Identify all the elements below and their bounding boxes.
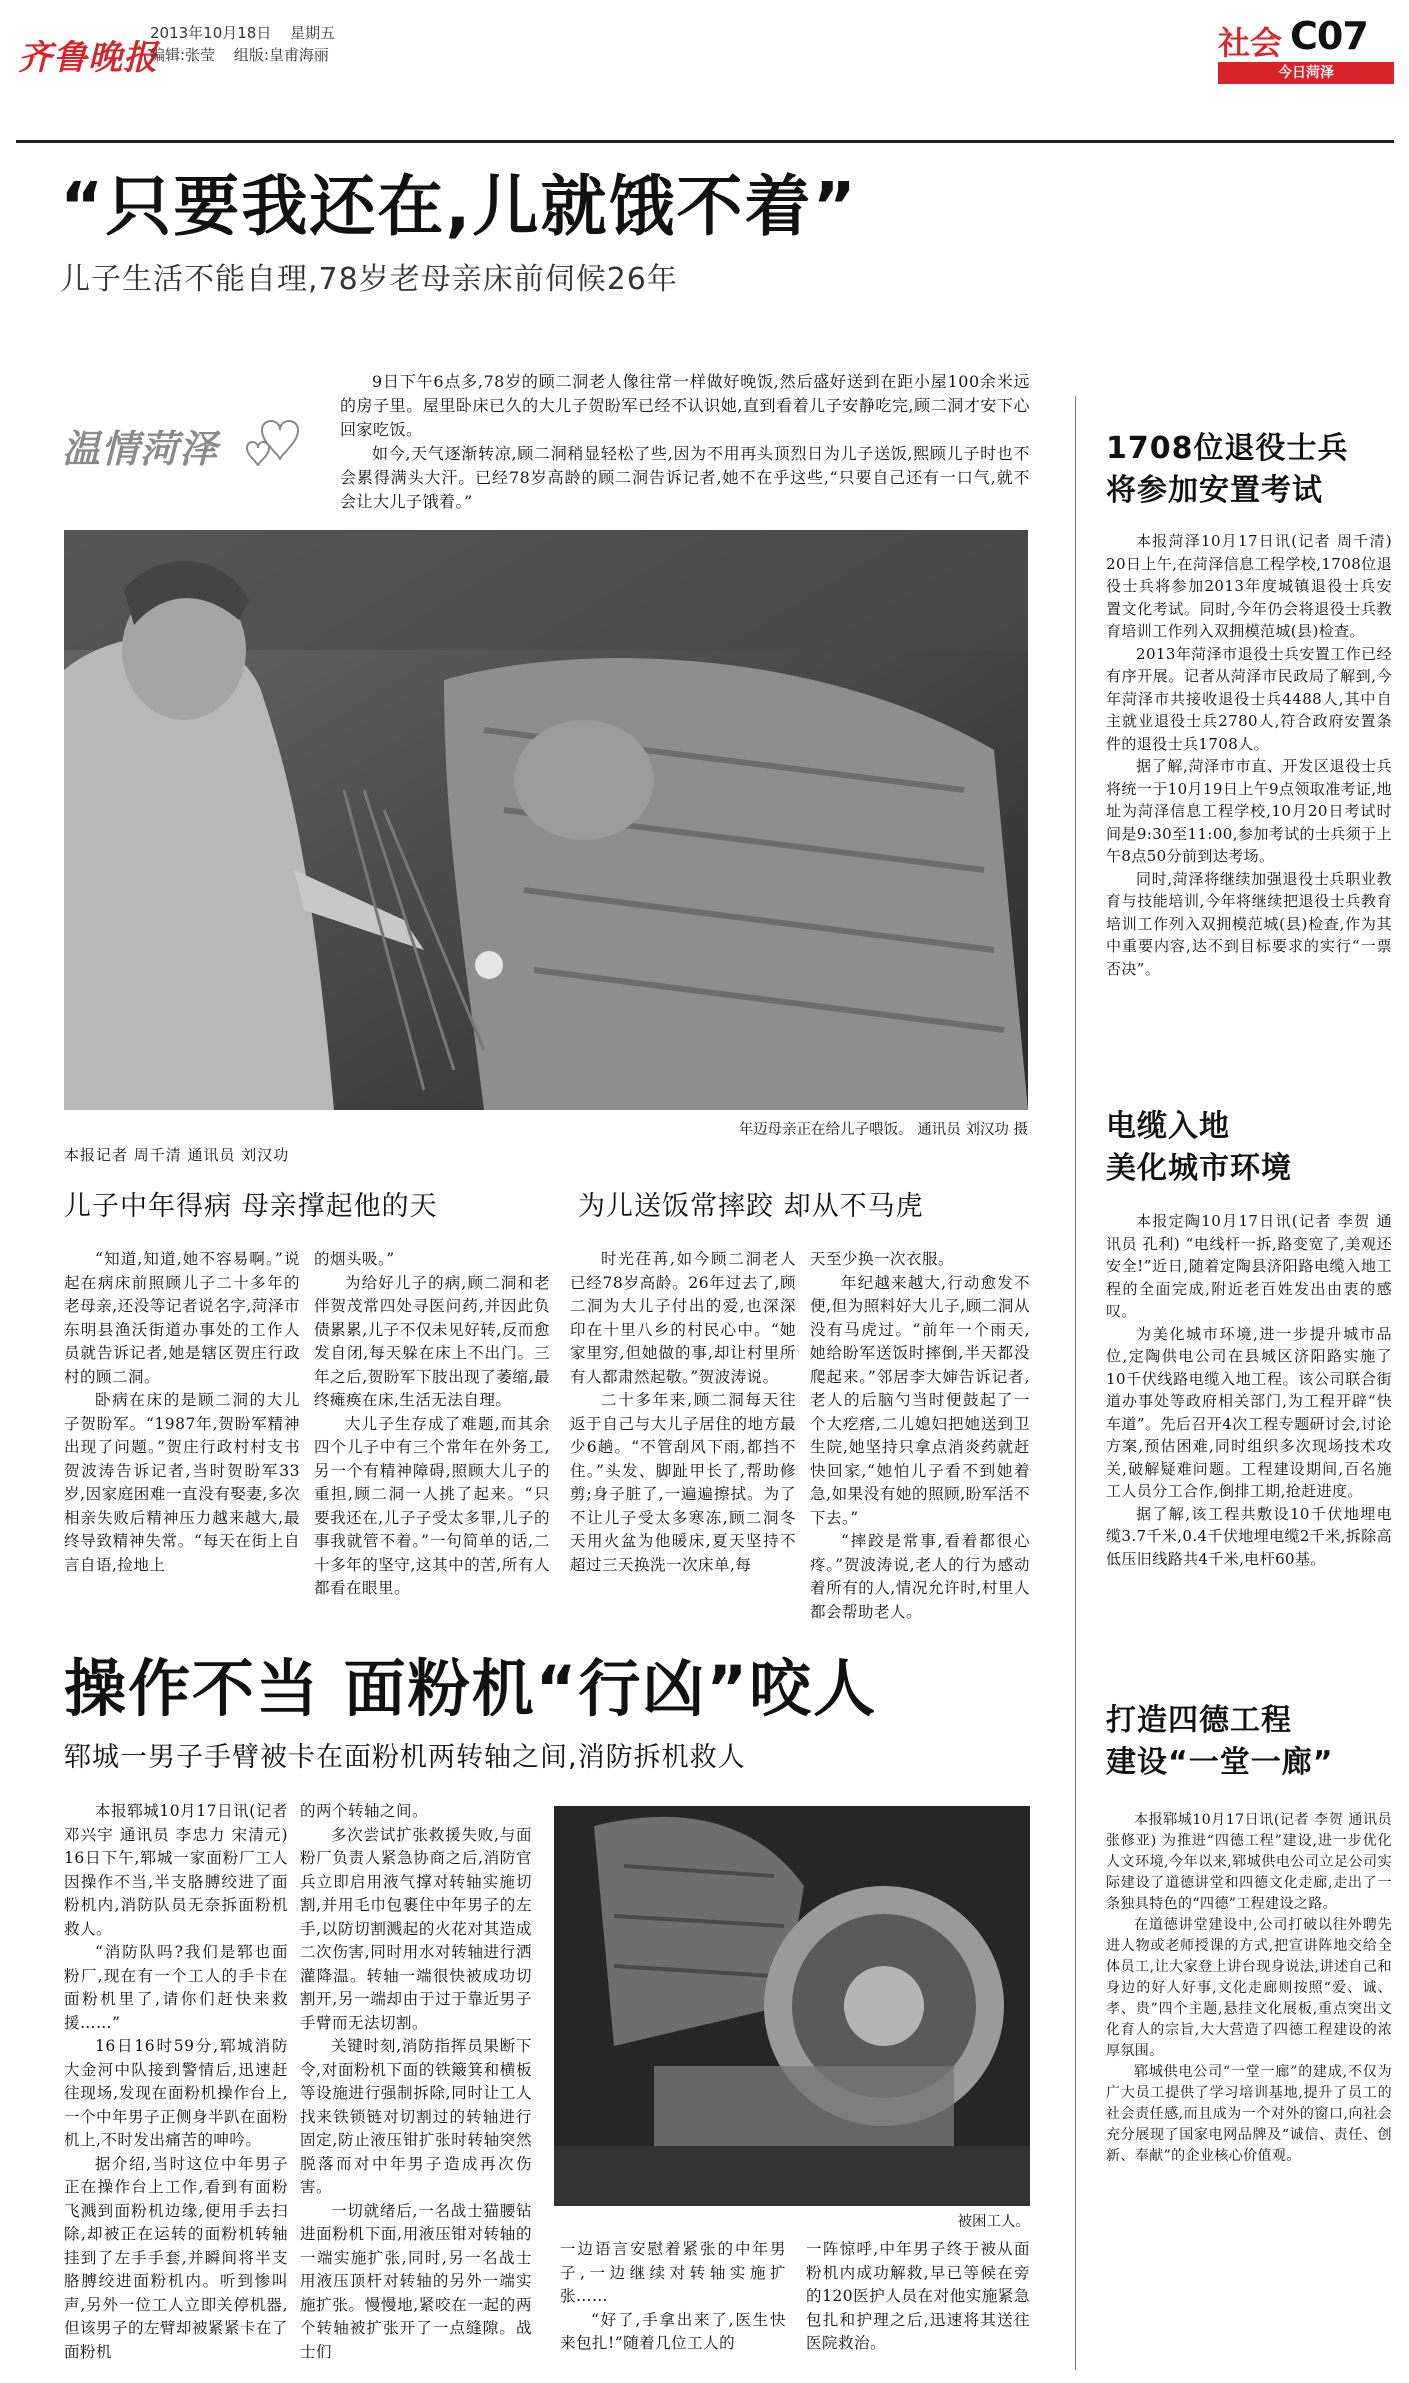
issue-date [150,22,335,43]
staff-credits [150,44,329,65]
body-paragraph: 的两个转轴之间。 [300,1802,429,1820]
sidebar-article-four-virtues [1106,1810,1392,2167]
sidebar-headline-veterans [1106,428,1396,512]
body-paragraph: “知道,知道,她不容易啊。”说起在病床前照顾儿子二十多年的老母亲,还没等记者说名字,菏泽市东明县渔沃街道办事处的工作人员就告诉记者,她是辖区贺庄行政村的顾二洞。 [64,1250,300,1386]
main-headline: “只要我还在,儿就饿不着” [60,168,858,245]
body-paragraph: 据了解,菏泽市市直、开发区退役士兵将统一于10月19日上午9点领取准考证,地址为菏泽信息工程学校,10月20日考试时间是9:30至11:00,参加考试的士兵须于上午8点50分前到达考场。 [1106,757,1392,865]
headline-line: 1708位退役士兵 [1106,431,1349,466]
main-body-column-4 [810,1248,1030,1624]
masthead [0,0,1409,140]
body-paragraph: 本报郓城10月17日讯(记者 邓兴宇 通讯员 李忠力 宋清元) 16日下午,郓城一家面粉厂工人因操作不当,半支胳膊绞进了面粉机内,消防队员无奈拆面粉机救人。 [64,1802,288,1938]
weekday-text: 星期五 [290,24,336,42]
machine-illustration [554,1806,1030,2206]
main-subheadline: 儿子生活不能自理,78岁老母亲床前伺候26年 [60,262,678,297]
main-body-column-2 [314,1248,550,1601]
mother-feeding-son-photo [64,530,1028,1110]
body-paragraph: 同时,菏泽将继续加强退役士兵职业教育与技能培训,今年将继续把退役士兵教育培训工作列入双拥模范城(县)检查,作为其中重要内容,达不到目标要求的实行“一票否决”。 [1106,869,1392,978]
second-body-column-1 [64,1800,288,2364]
layout-credit: 组版:皇甫海丽 [233,46,329,64]
column-badge [62,410,302,474]
second-subheadline: 郓城一男子手臂被卡在面粉机两转轴之间,消防拆机救人 [64,1742,746,1773]
headline-line: 打造四德工程 [1106,1703,1292,1738]
subhead-mother-support: 儿子中年得病 母亲撑起他的天 [64,1191,438,1222]
body-paragraph: 一边语言安慰着紧张的中年男子,一边继续对转轴实施扩张…… [560,2240,786,2305]
main-body-column-3 [570,1248,796,1577]
sidebar-headline-cables [1106,1106,1396,1190]
main-lead [340,370,1030,514]
body-paragraph: 本报菏泽10月17日讯(记者 周千清) 20日上午,在菏泽信息工程学校,1708位退役士兵将参加2013年度城镇退役士兵安置文化考试。同时,今年仍会将退役士兵教育培训工作列入双拥模范城(县)检查。 [1106,532,1392,640]
body-paragraph: 多次尝试扩张救援失败,与面粉厂负责人紧急协商之后,消防官兵立即启用液气撑对转轴实施切割,并用毛巾包裹住中年男子的左手,以防切割溅起的火花对其造成二次伤害,同时用水对转轴进行洒灌降温。转轴一端很快被成功切割开,另一端却由于过于靠近男子手臂而无法切割。 [300,1825,532,2032]
body-paragraph: 据介绍,当时这位中年男子正在操作台上工作,看到有面粉飞溅到面粉机边缘,便用手去扫除,却被正在运转的面粉机转轴挂到了左手手套,并瞬间将半支胳膊绞进面粉机内。听到惨叫声,另外一位工人立即关停机器,但该男子的左臂却被紧紧卡在了面粉机 [64,2154,289,2361]
headline-line: 美化城市环境 [1106,1151,1292,1186]
body-paragraph: 郓城供电公司“一堂一廊”的建成,不仅为广大员工提供了学习培训基地,提升了员工的社会责任感,而且成为一个对外的窗口,向社会充分展现了国家电网品牌及“诚信、责任、创新、奉献”的企业核心价值观。 [1106,2064,1392,2164]
body-paragraph: 大儿子生存成了难题,而其余四个儿子中有三个常年在外务工,另一个有精神障碍,照顾大儿子的重担,顾二洞一人挑了起来。“只要我还在,儿子子受太多罪,儿子的事我就管不着。”一句简单的话,二十多年的坚守,这其中的苦,所有人都看在眼里。 [314,1414,550,1597]
body-paragraph: 天至少换一次衣服。 [810,1250,955,1268]
second-headline: 操作不当 面粉机“行凶”咬人 [64,1652,878,1725]
body-paragraph: 据了解,该工程共敷设10千伏地埋电缆3.7千米,0.4千伏地埋电缆2千米,拆除高低压旧线路共4千米,电杆60基。 [1106,1504,1392,1568]
body-paragraph: 16日16时59分,郓城消防大金河中队接到警情后,迅速赶往现场,发现在面粉机操作台上,一个中年男子正侧身半趴在面粉机上,不时发出痛苦的呻吟。 [64,2037,289,2149]
body-paragraph: 本报定陶10月17日讯(记者 李贺 通讯员 孔利) “电线杆一拆,路变宽了,美观还安全!”近日,随着定陶县济阳路电缆入地工程的全面完成,附近老百姓发出由衷的感叹。 [1106,1212,1392,1320]
section-name: 社会 [1218,24,1283,62]
editor-credit: 编辑:张莹 [150,46,216,64]
machine-photo-caption: 被困工人。 [957,2214,1030,2230]
sidebar-article-veterans [1106,530,1392,980]
flour-machine-photo [554,1806,1030,2206]
edition-banner: 今日菏泽 [1218,62,1394,84]
headline-line: 建设“一堂一廊” [1106,1745,1334,1780]
body-paragraph: “好了,手拿出来了,医生快来包扎!”随着几位工人的 [560,2310,786,2352]
body-paragraph: 为美化城市环境,进一步提升城市品位,定陶供电公司在县城区济阳路实施了10千伏线路电缆入地工程。该公司联合街道办事处等政府相关部门,为工程开辟“快车道”。先后召开4次工程专题研讨会,讨论方案,预估困难,同时组织多次现场技术攻关,破解疑难问题。工程建设期间,百名施工人员分工合作,倒排工期,抢赶进度。 [1106,1324,1392,1500]
headline-line: 电缆入地 [1106,1109,1230,1144]
body-paragraph: 的烟头吸。” [314,1250,395,1268]
second-body-column-2 [300,1800,532,2364]
subhead-daily-meals: 为儿送饭常摔跤 却从不马虎 [578,1191,924,1222]
body-paragraph: “消防队吗?我们是郓也面粉厂,现在有一个工人的手卡在面粉机里了,请你们赶快来救援……” [64,1943,288,2032]
main-byline: 本报记者 周千清 通讯员 刘汉功 [64,1146,290,1164]
body-paragraph: 为给好儿子的病,顾二洞和老伴贺茂常四处寻医问药,并因此负债累累,儿子不仅未见好转,反而愈发自闭,每天躲在床上不出门。三年之后,贺盼军下肢出现了萎缩,最终瘫痪在床,生活无法自理。 [314,1273,550,1409]
body-paragraph: 时光荏苒,如今顾二洞老人已经78岁高龄。26年过去了,顾二洞为大儿子付出的爱,也深深印在十里八乡的村民心中。“她家里穷,但她做的事,却让村里所有人都肃然起敬。”贺波涛说。 [570,1250,796,1386]
page-number: C07 [1290,14,1368,58]
body-paragraph: 年纪越来越大,行动愈发不便,但为照料好大儿子,顾二洞从没有马虎过。“前年一个雨天,她给盼军送饭时摔倒,半天都没爬起来。”邻居李大婶告诉记者,老人的后脑勺当时便鼓起了一个大疙瘩,二儿媳妇把她送到卫生院,她坚持只拿点消炎药就赶快回家,“她怕儿子看不到她着急,如果没有她的照顾,盼军活不下去。” [810,1273,1030,1527]
body-paragraph: 在道德讲堂建设中,公司打破以往外聘先进人物或老师授课的方式,把宣讲阵地交给全体员工,让大家登上讲台现身说法,讲述自己和身边的好人好事,文化走廊则按照“爱、诚、孝、贵”四个主题,悬挂文化展板,重点突出文化育人的宗旨,大大营造了四德工程建设的浓厚氛围。 [1106,1917,1392,2059]
body-paragraph: 关键时刻,消防指挥员果断下令,对面粉机下面的铁簸箕和横板等设施进行强制拆除,同时让工人找来铁锁链对切割过的转轴进行固定,防止液压钳扩张时转轴突然脱落而对中年男子造成再次伤害。 [300,2037,532,2196]
main-body-column-1 [64,1248,300,1577]
body-paragraph: 一阵惊呼,中年男子终于被从面粉机内成功解救,早已等候在旁的120医护人员在对他实施紧急包扎和护理之后,迅速将其送往医院救治。 [806,2240,1030,2352]
photo-caption: 年迈母亲正在给儿子喂饭。 通讯员 刘汉功 摄 [738,1122,1028,1138]
photo-illustration [64,530,1028,1110]
lead-paragraph: 如今,天气逐渐转凉,顾二洞稍显轻松了些,因为不用再头顶烈日为儿子送饭,熙顾儿子时也不会累得满头大汗。已经78岁高龄的顾二洞告诉记者,她不在乎这些,“只要自己还有一口气,就不会让大儿子饿着。” [340,444,1030,511]
sidebar-divider [1075,396,1076,2370]
body-paragraph: “摔跤是常事,看着都很心疼。”贺波涛说,老人的行为感动着所有的人,情况允许时,村里人都会帮助老人。 [810,1532,1030,1621]
date-text: 2013年10月18日 [150,24,272,42]
badge-text: 温情菏泽 [62,427,219,471]
body-paragraph: 二十多年来,顾二洞每天往返于自己与大儿子居住的地方最少6趟。“不管刮风下雨,都挡不住。”头发、脚趾甲长了,帮助修剪;身子脏了,一遍遍擦拭。为了不让儿子受太多寒冻,顾二洞冬天用火盆为他暖床,夏天坚持不超过三天换洗一次床单,每 [570,1391,796,1574]
body-paragraph: 卧病在床的是顾二洞的大儿子贺盼军。“1987年,贺盼军精神出现了问题。”贺庄行政村村支书贺波涛告诉记者,当时贺盼军33岁,因家庭困难一直没有娶妻,多次相亲失败后精神压力越来越大,最终导致精神失常。“每天在街上自言自语,捡地上 [64,1391,300,1574]
newspaper-logo: 齐鲁晚报 [18,38,158,78]
masthead-rule [16,140,1394,143]
second-body-column-3 [560,2238,786,2356]
lead-paragraph: 9日下午6点多,78岁的顾二洞老人像往常一样做好晚饭,然后盛好送到在距小屋100余米远的房子里。屋里卧床已久的大儿子贺盼军已经不认识她,直到看着儿子安静吃完,顾二洞才安下心回家吃饭。 [340,372,1030,439]
second-body-column-4 [806,2238,1030,2356]
body-paragraph: 2013年菏泽市退役士兵安置工作已经有序开展。记者从菏泽市民政局了解到,今年菏泽市共接收退役士兵4488人,其中自主就业退役士兵2780人,符合政府安置条件的退役士兵1708人。 [1106,644,1392,753]
headline-line: 将参加安置考试 [1106,473,1323,508]
body-paragraph: 一切就绪后,一名战士猫腰钻进面粉机下面,用液压钳对转轴的一端实施扩张,同时,另一名战士用液压顶杆对转轴的另外一端实施扩张。慢慢地,紧咬在一起的两个转轴被扩张开了一点缝隙。战士们 [300,2201,532,2361]
sidebar-headline-four-virtues [1106,1700,1396,1784]
body-paragraph: 本报郓城10月17日讯(记者 李贺 通讯员 张修亚) 为推进“四德工程”建设,进一步优化人文环境,今年以来,郓城供电公司立足公司实际建设了道德讲堂和四德文化走廊,走出了一条独具特色的“四德”工程建设之路。 [1106,1812,1392,1912]
sidebar-article-cables [1106,1210,1392,1570]
